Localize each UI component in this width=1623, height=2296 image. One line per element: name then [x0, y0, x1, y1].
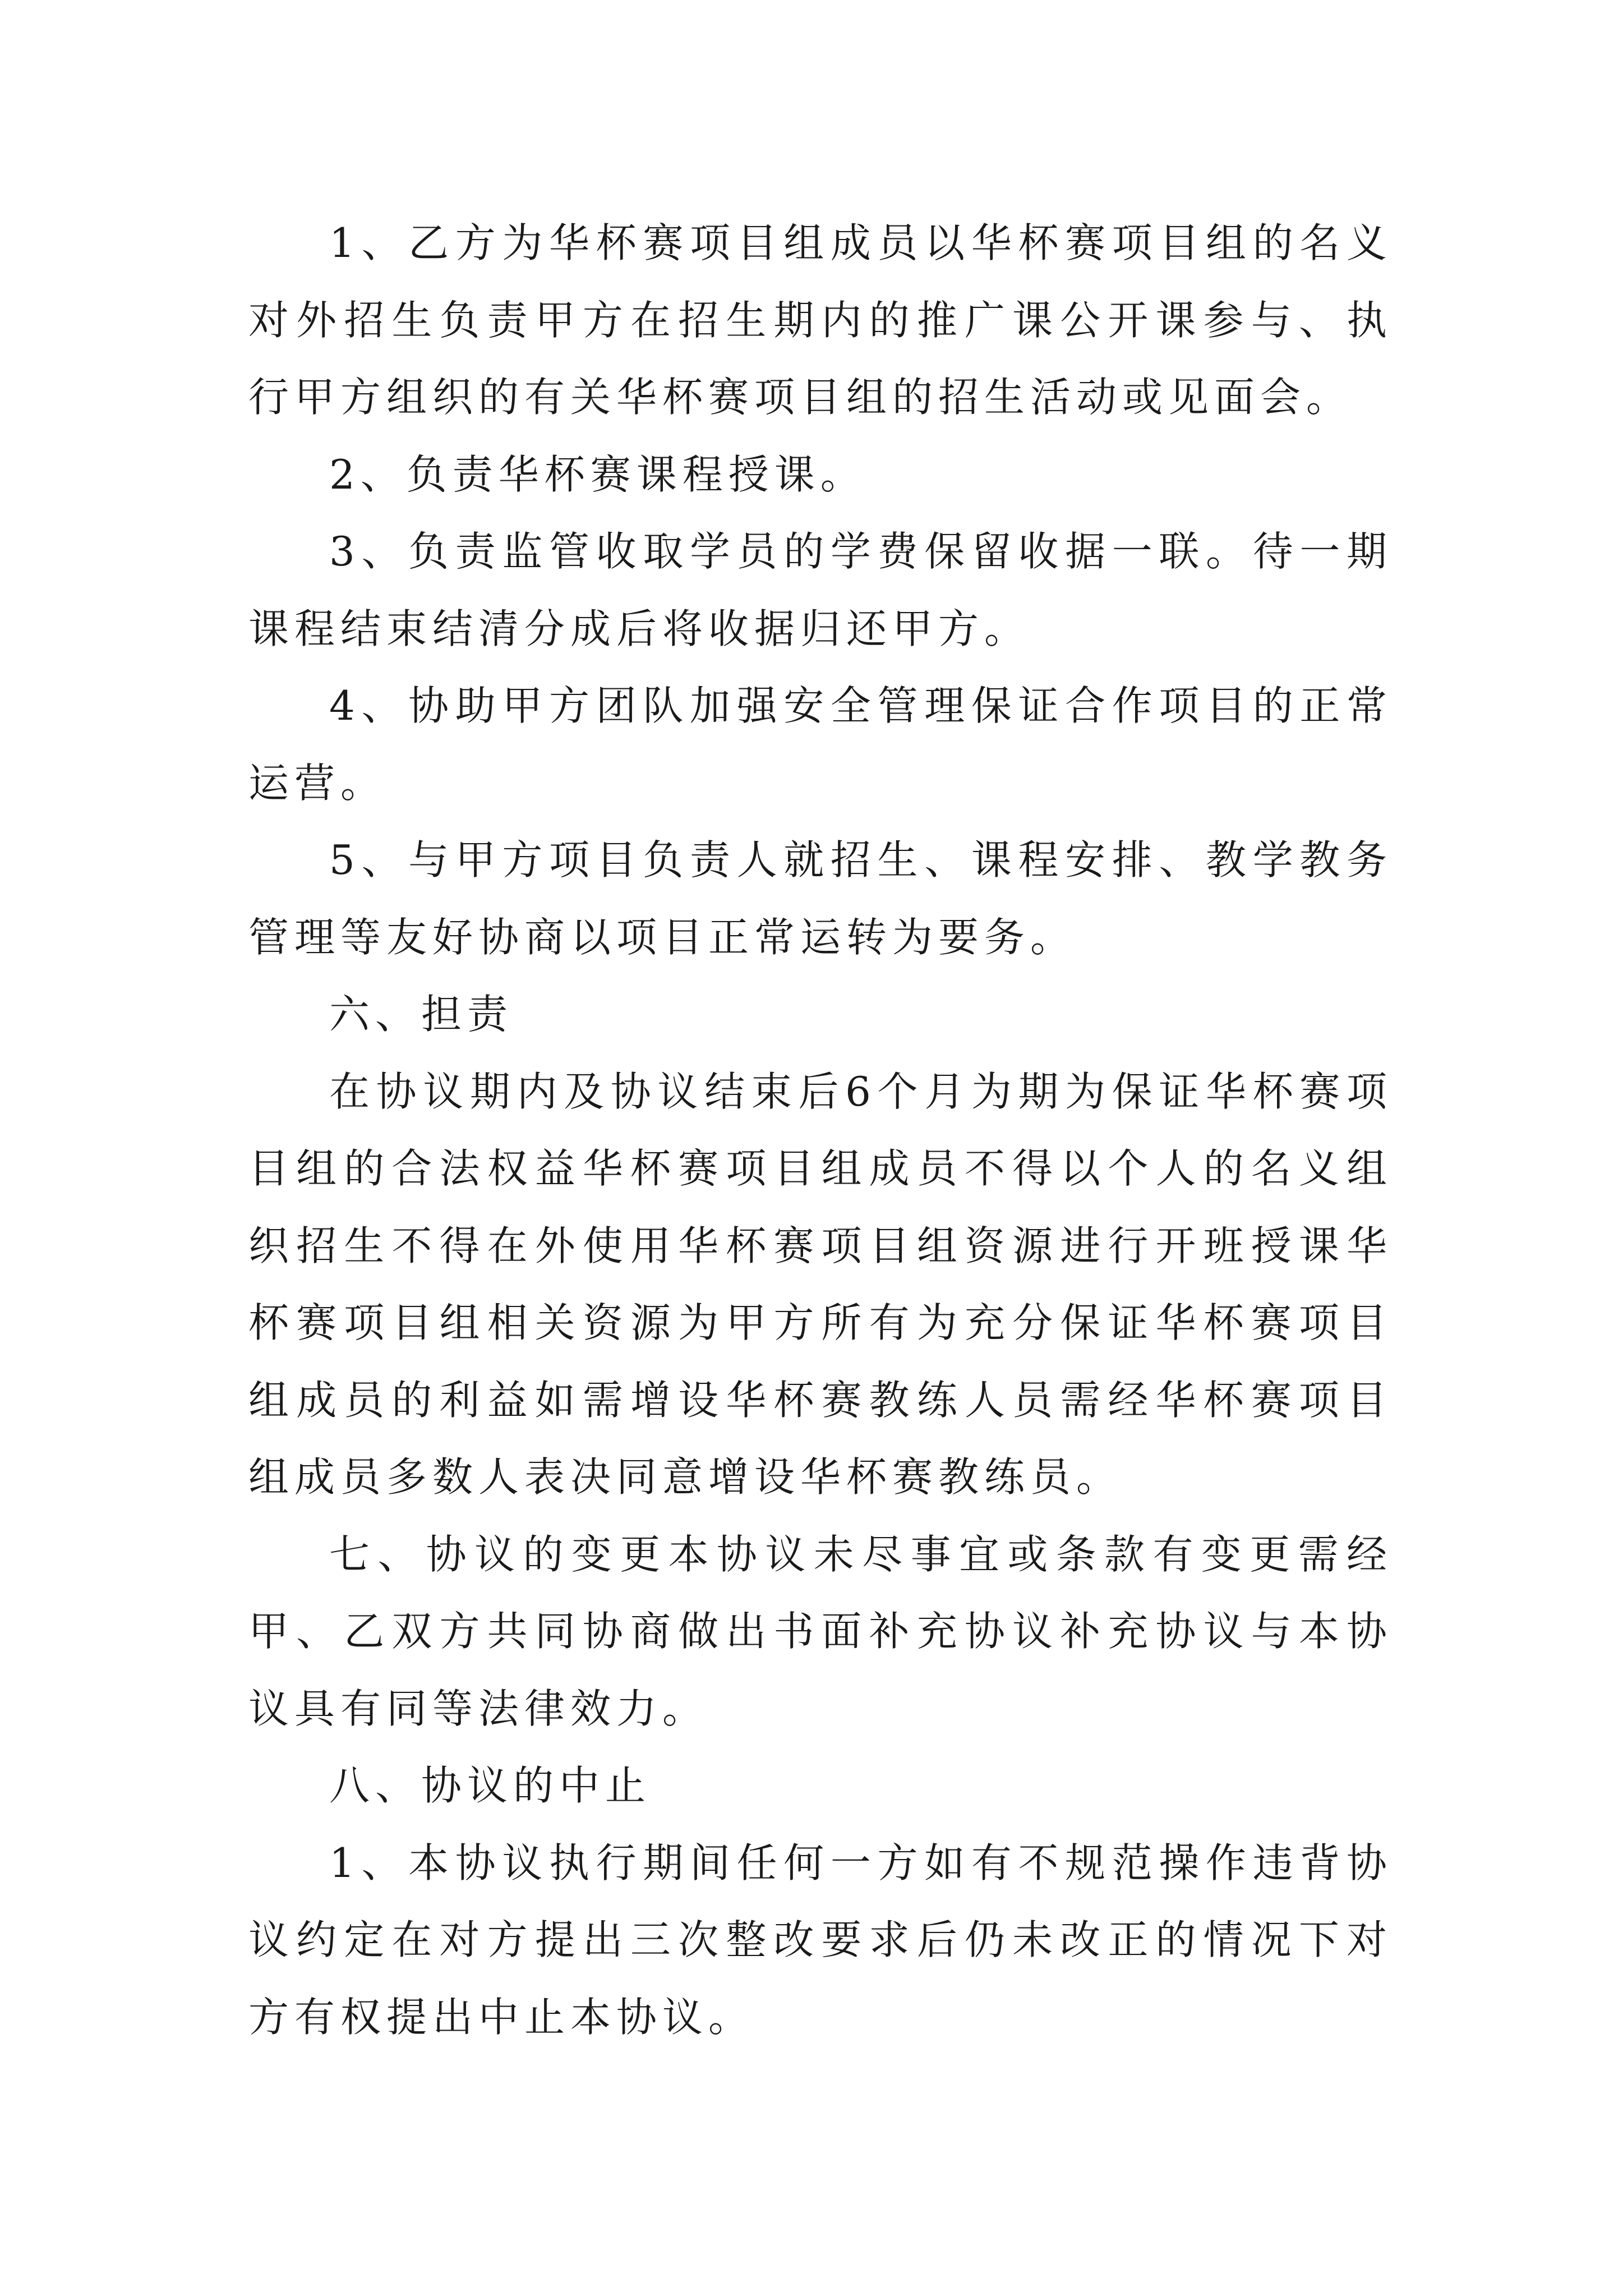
- section-6-body: 在协议期内及协议结束后6个月为期为保证华杯赛项目组的合法权益华杯赛项目组成员不得以个人的名义组织招生不得在外使用华杯赛项目组资源进行开班授课华杯赛项目组相关资源为甲方所有为充分保证华杯赛项目组成员的利益如需增设华杯赛教练人员需经华杯赛项目组成员多数人表决同意增设华杯赛教练员。: [248, 1068, 1393, 1501]
- section-8-heading: 八、协议的中止: [329, 1762, 652, 1809]
- clause-2-paragraph: 2、负责华杯赛课程授课。: [329, 450, 866, 498]
- document-body: [248, 205, 1393, 2056]
- clause-3-paragraph: 3、负责监管收取学员的学费保留收据一联。待一期课程结束结清分成后将收据归还甲方。: [248, 528, 1393, 652]
- clause-1-paragraph: 1、乙方为华杯赛项目组成员以华杯赛项目组的名义对外招生负责甲方在招生期内的推广课公开课参与、执行甲方组织的有关华杯赛项目组的招生活动或见面会。: [248, 219, 1393, 421]
- section-8-clause-1: 1、本协议执行期间任何一方如有不规范操作违背协议约定在对方提出三次整改要求后仍未改正的情况下对方有权提出中止本协议。: [248, 1839, 1393, 2041]
- section-6-heading: 六、担责: [329, 991, 514, 1038]
- section-7-paragraph: 七、协议的变更本协议未尽事宜或条款有变更需经甲、乙双方共同协商做出书面补充协议补充协议与本协议具有同等法律效力。: [248, 1530, 1393, 1732]
- clause-5-paragraph: 5、与甲方项目负责人就招生、课程安排、教学教务管理等友好协商以项目正常运转为要务。: [248, 836, 1393, 961]
- clause-4-paragraph: 4、协助甲方团队加强安全管理保证合作项目的正常运营。: [248, 682, 1393, 807]
